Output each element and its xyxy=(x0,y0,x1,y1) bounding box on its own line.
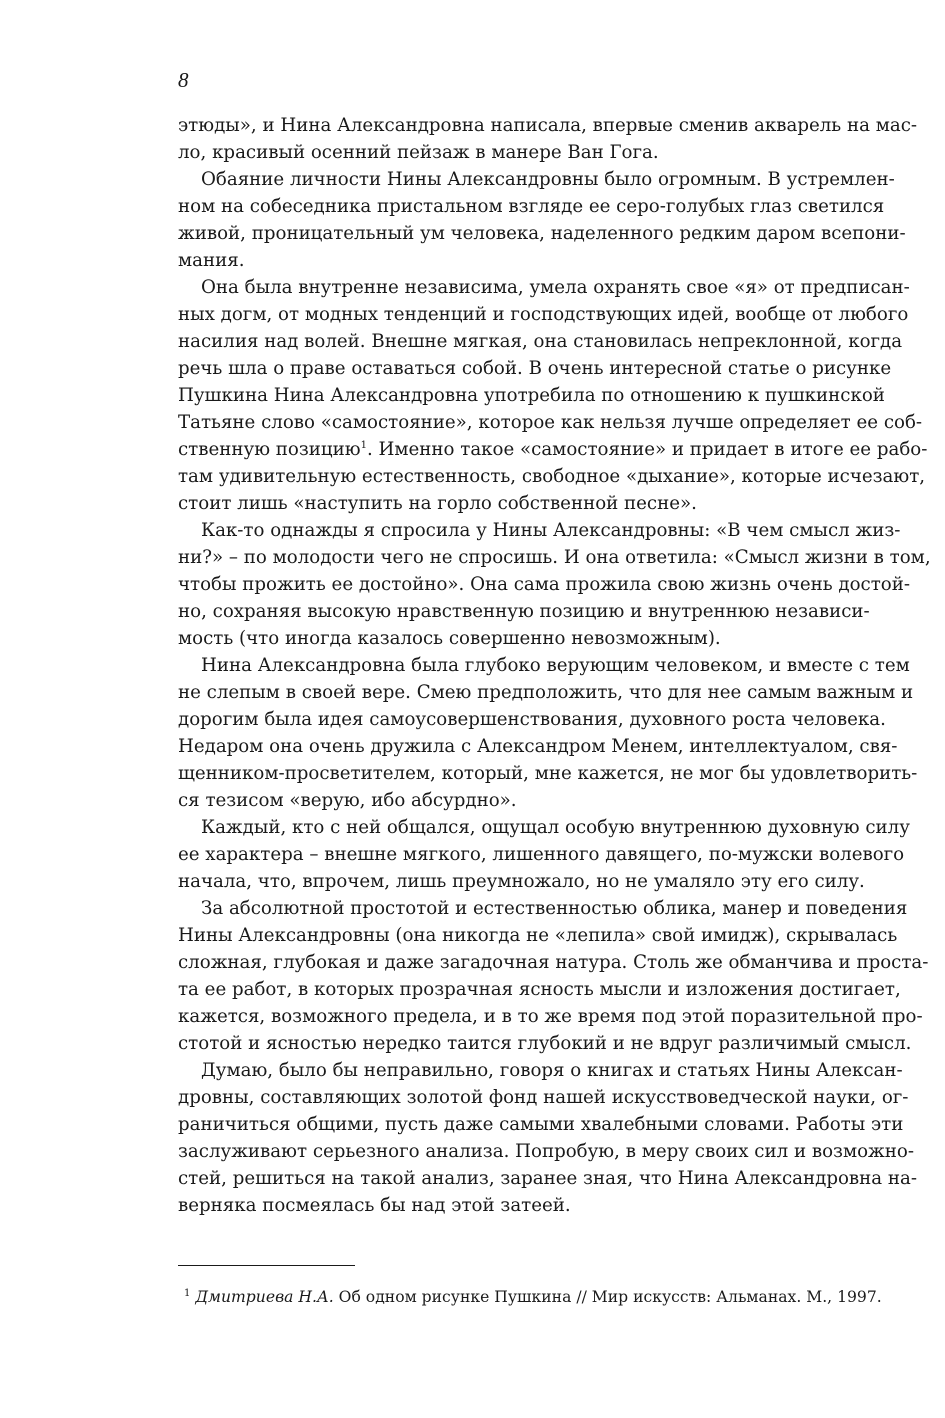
footnote-text: Об одном рисунке Пушкина // Мир искусств: Альманах. М., 1997. xyxy=(333,1288,882,1306)
text-line: Она была внутренне независима, умела охранять свое «я» от предписан- xyxy=(201,277,910,298)
text-line-with-footnote-reference xyxy=(178,436,928,463)
text-segment: . Именно такое «самостояние» и придает в итоге ее рабо- xyxy=(366,439,928,460)
text-line: чтобы прожить ее достойно». Она сама прожила свою жизнь очень достой- xyxy=(178,574,911,595)
text-segment: ственную позицию xyxy=(178,439,361,460)
text-line: ло, красивый осенний пейзаж в манере Ван Гога. xyxy=(178,142,659,163)
text-line: дорогим была идея самоусовершенствования, духовного роста человека. xyxy=(178,709,886,730)
text-line: раничиться общими, пусть даже самыми хвалебными словами. Работы эти xyxy=(178,1114,904,1135)
paragraph xyxy=(178,814,910,895)
text-line: Нины Александровны (она никогда не «лепила» свой имидж), скрывалась xyxy=(178,925,898,946)
text-line: Думаю, было бы неправильно, говоря о книгах и статьях Нины Алексан- xyxy=(201,1060,903,1081)
text-line: стоит лишь «наступить на горло собственной песне». xyxy=(178,493,697,514)
text-line: речь шла о праве оставаться собой. В очень интересной статье о рисунке xyxy=(178,358,892,379)
text-line: щенником-просветителем, который, мне кажется, не мог бы удовлетворить- xyxy=(178,763,918,784)
footnote-reference-mark[interactable]: 1 xyxy=(360,440,367,451)
paragraph xyxy=(178,895,929,1057)
text-line: живой, проницательный ум человека, наделенного редким даром всепони- xyxy=(178,223,906,244)
text-line: мость (что иногда казалось совершенно невозможным). xyxy=(178,628,721,649)
paragraph xyxy=(178,166,906,274)
footnote-author: Дмитриева Н.А. xyxy=(195,1288,334,1306)
paragraph xyxy=(178,274,928,517)
footnote-separator xyxy=(178,1265,355,1266)
text-line: насилия над волей. Внешне мягкая, она становилась непреклонной, когда xyxy=(178,331,903,352)
footnote xyxy=(178,1283,882,1308)
paragraph xyxy=(178,652,918,814)
text-line: стей, решиться на такой анализ, заранее зная, что Нина Александровна на- xyxy=(178,1168,918,1189)
text-line: Как-то однажды я спросила у Нины Александровны: «В чем смысл жиз- xyxy=(201,520,901,541)
text-line: ных догм, от модных тенденций и господствующих идей, вообще от любого xyxy=(178,304,909,325)
text-line: ее характера – внешне мягкого, лишенного давящего, по-мужски волевого xyxy=(178,844,905,865)
text-line: Каждый, кто с ней общался, ощущал особую внутреннюю духовную силу xyxy=(201,817,910,838)
text-line: сложная, глубокая и даже загадочная натура. Столь же обманчива и проста- xyxy=(178,952,929,973)
text-line: ни?» – по молодости чего не спросишь. И она ответила: «Смысл жизни в том, xyxy=(178,547,931,568)
text-line: там удивительную естественность, свободное «дыхание», которые исчезают, xyxy=(178,466,926,487)
text-line: Недаром она очень дружила с Александром Менем, интеллектуалом, свя- xyxy=(178,736,898,757)
text-line: Пушкина Нина Александровна употребила по отношению к пушкинской xyxy=(178,385,885,406)
text-line: та ее работ, в которых прозрачная ясность мысли и изложения достигает, xyxy=(178,979,901,1000)
text-line: кажется, возможного предела, и в то же время под этой поразительной про- xyxy=(178,1006,923,1027)
body-text xyxy=(178,112,931,1219)
page-number: 8 xyxy=(178,68,189,92)
footnote-mark: 1 xyxy=(184,1288,191,1299)
text-line: ся тезисом «верую, ибо абсурдно». xyxy=(178,790,517,811)
text-line: начала, что, впрочем, лишь преумножало, но не умаляло эту его силу. xyxy=(178,871,865,892)
text-line: заслуживают серьезного анализа. Попробую, в меру своих сил и возможно- xyxy=(178,1141,914,1162)
text-line: не слепым в своей вере. Смею предположить, что для нее самым важным и xyxy=(178,682,914,703)
text-line: этюды», и Нина Александровна написала, впервые сменив акварель на мас- xyxy=(178,115,918,136)
text-line: За абсолютной простотой и естественностью облика, манер и поведения xyxy=(201,898,908,919)
text-line: мания. xyxy=(178,250,245,271)
text-line: Татьяне слово «самостояние», которое как нельзя лучше определяет ее соб- xyxy=(178,412,923,433)
text-line: ном на собеседника пристальном взгляде ее серо-голубых глаз светился xyxy=(178,196,885,217)
text-line: стотой и ясностью нередко таится глубокий и не вдруг различимый смысл. xyxy=(178,1033,912,1054)
text-line: дровны, составляющих золотой фонд нашей искусствоведческой науки, ог- xyxy=(178,1087,909,1108)
paragraph xyxy=(178,517,931,652)
paragraph xyxy=(178,112,918,166)
text-line: но, сохраняя высокую нравственную позицию и внутреннюю независи- xyxy=(178,601,870,622)
text-line: Обаяние личности Нины Александровны было огромным. В устремлен- xyxy=(201,169,895,190)
text-line: Нина Александровна была глубоко верующим человеком, и вместе с тем xyxy=(201,655,910,676)
paragraph xyxy=(178,1057,918,1219)
text-line: верняка посмеялась бы над этой затеей. xyxy=(178,1195,571,1216)
